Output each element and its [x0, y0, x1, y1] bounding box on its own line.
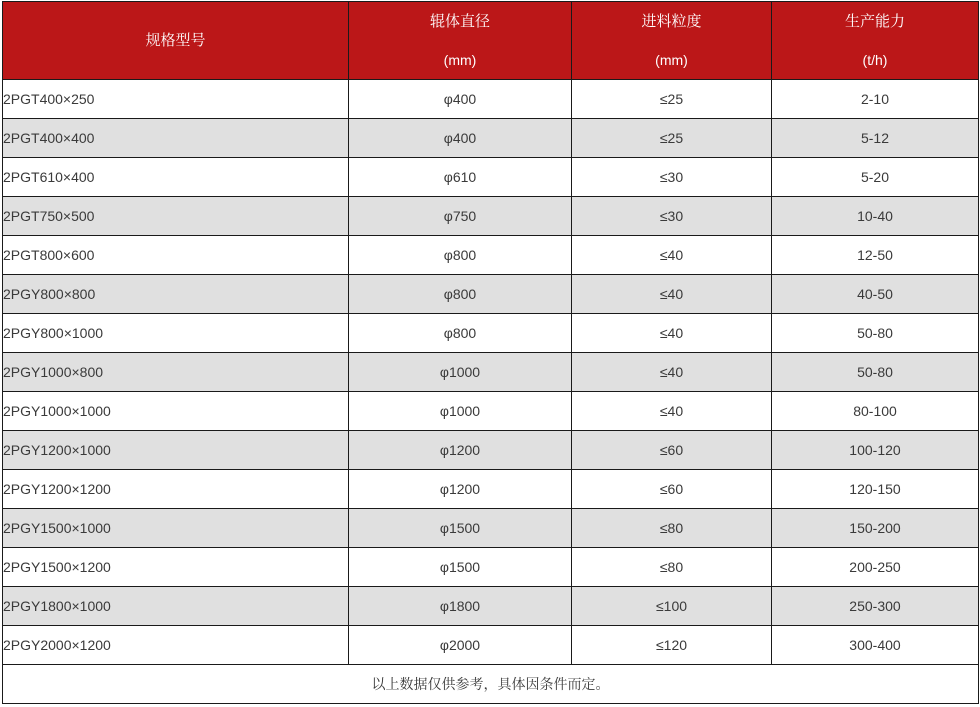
cell-feed-size: ≤60 — [572, 431, 772, 470]
cell-roller-diameter: φ1800 — [349, 587, 572, 626]
table-row — [3, 80, 979, 119]
table-row — [3, 119, 979, 158]
table-row — [3, 509, 979, 548]
table-row — [3, 470, 979, 509]
cell-roller-diameter: φ800 — [349, 275, 572, 314]
footer-row — [3, 665, 979, 704]
cell-roller-diameter: φ1200 — [349, 470, 572, 509]
cell-capacity: 10-40 — [772, 197, 979, 236]
cell-model: 2PGT800×600 — [3, 236, 349, 275]
cell-feed-size: ≤30 — [572, 158, 772, 197]
cell-roller-diameter: φ1500 — [349, 509, 572, 548]
cell-model: 2PGY1200×1000 — [3, 431, 349, 470]
table-row — [3, 158, 979, 197]
cell-capacity: 2-10 — [772, 80, 979, 119]
cell-model: 2PGY1800×1000 — [3, 587, 349, 626]
cell-model: 2PGY800×800 — [3, 275, 349, 314]
table-row — [3, 275, 979, 314]
cell-capacity: 5-20 — [772, 158, 979, 197]
cell-capacity: 100-120 — [772, 431, 979, 470]
table-row — [3, 236, 979, 275]
table-row — [3, 431, 979, 470]
cell-model: 2PGY1000×1000 — [3, 392, 349, 431]
cell-roller-diameter: φ1000 — [349, 392, 572, 431]
cell-capacity: 80-100 — [772, 392, 979, 431]
cell-roller-diameter: φ800 — [349, 236, 572, 275]
cell-capacity: 40-50 — [772, 275, 979, 314]
col-header-feed-size-unit: (mm) — [655, 51, 688, 68]
cell-model: 2PGY1200×1200 — [3, 470, 349, 509]
cell-model: 2PGY1500×1000 — [3, 509, 349, 548]
spec-table-body — [3, 80, 979, 665]
table-row — [3, 197, 979, 236]
cell-roller-diameter: φ1500 — [349, 548, 572, 587]
cell-feed-size: ≤40 — [572, 275, 772, 314]
cell-feed-size: ≤40 — [572, 353, 772, 392]
cell-capacity: 12-50 — [772, 236, 979, 275]
col-header-capacity-unit: (t/h) — [862, 51, 888, 68]
table-row — [3, 548, 979, 587]
col-header-roller-diameter-label: 辊体直径 — [429, 12, 490, 30]
cell-roller-diameter: φ400 — [349, 80, 572, 119]
cell-capacity: 120-150 — [772, 470, 979, 509]
col-header-model-label: 规格型号 — [145, 31, 206, 49]
col-header-feed-size-label: 进料粒度 — [641, 12, 702, 30]
table-row — [3, 353, 979, 392]
cell-model: 2PGY1500×1200 — [3, 548, 349, 587]
cell-feed-size: ≤40 — [572, 392, 772, 431]
cell-capacity: 300-400 — [772, 626, 979, 665]
cell-model: 2PGY1000×800 — [3, 353, 349, 392]
cell-capacity: 250-300 — [772, 587, 979, 626]
cell-roller-diameter: φ610 — [349, 158, 572, 197]
col-header-roller-diameter — [349, 2, 572, 80]
cell-model: 2PGT400×250 — [3, 80, 349, 119]
table-row — [3, 392, 979, 431]
cell-capacity: 5-12 — [772, 119, 979, 158]
spec-table — [2, 1, 979, 704]
spec-table-footer — [3, 665, 979, 704]
spec-table-header — [3, 2, 979, 80]
table-row — [3, 587, 979, 626]
header-row — [3, 2, 979, 80]
cell-feed-size: ≤25 — [572, 80, 772, 119]
cell-roller-diameter: φ400 — [349, 119, 572, 158]
cell-roller-diameter: φ1000 — [349, 353, 572, 392]
col-header-feed-size — [572, 2, 772, 80]
cell-feed-size: ≤25 — [572, 119, 772, 158]
cell-feed-size: ≤40 — [572, 236, 772, 275]
cell-feed-size: ≤60 — [572, 470, 772, 509]
col-header-roller-diameter-unit: (mm) — [443, 51, 477, 68]
cell-capacity: 150-200 — [772, 509, 979, 548]
cell-roller-diameter: φ2000 — [349, 626, 572, 665]
col-header-model — [3, 2, 349, 80]
cell-feed-size: ≤80 — [572, 548, 772, 587]
cell-feed-size: ≤100 — [572, 587, 772, 626]
col-header-capacity — [772, 2, 979, 80]
cell-roller-diameter: φ800 — [349, 314, 572, 353]
footnote: 以上数据仅供参考，具体因条件而定。 — [3, 665, 979, 704]
cell-model: 2PGT400×400 — [3, 119, 349, 158]
table-row — [3, 314, 979, 353]
cell-capacity: 50-80 — [772, 353, 979, 392]
cell-model: 2PGY800×1000 — [3, 314, 349, 353]
cell-feed-size: ≤120 — [572, 626, 772, 665]
cell-feed-size: ≤80 — [572, 509, 772, 548]
cell-feed-size: ≤40 — [572, 314, 772, 353]
cell-model: 2PGT750×500 — [3, 197, 349, 236]
cell-model: 2PGY2000×1200 — [3, 626, 349, 665]
cell-feed-size: ≤30 — [572, 197, 772, 236]
cell-roller-diameter: φ1200 — [349, 431, 572, 470]
table-row — [3, 626, 979, 665]
cell-model: 2PGT610×400 — [3, 158, 349, 197]
col-header-capacity-label: 生产能力 — [844, 12, 905, 30]
cell-roller-diameter: φ750 — [349, 197, 572, 236]
cell-capacity: 200-250 — [772, 548, 979, 587]
cell-capacity: 50-80 — [772, 314, 979, 353]
